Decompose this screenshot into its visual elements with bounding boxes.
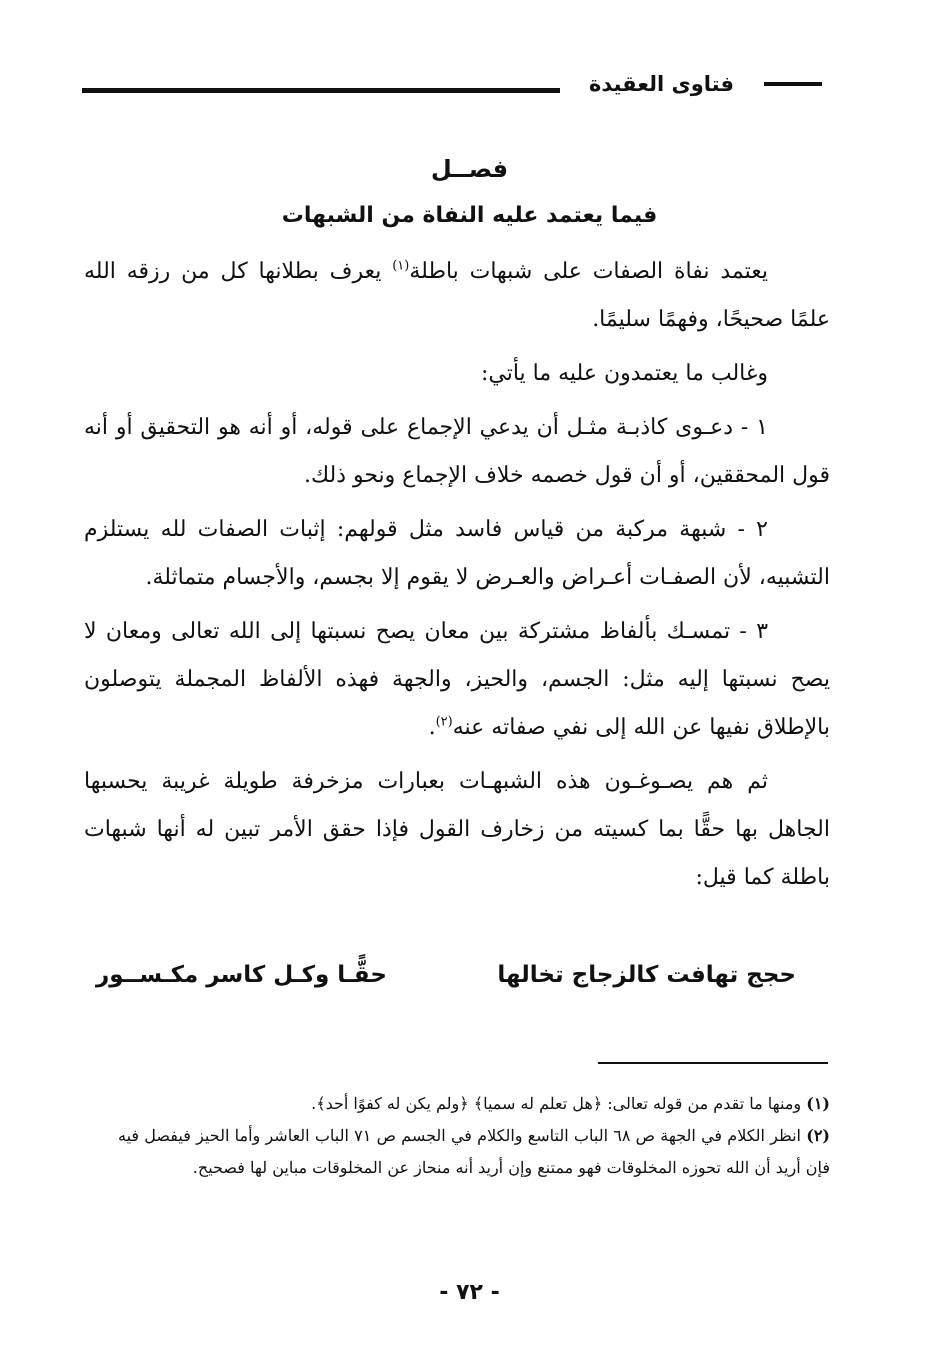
footnote-text: انظر الكلام في الجهة ص ٦٨ الباب التاسع والكلام في الجسم ص ٧١ الباب العاشر وأما الحيز فيفصل فيه فإن أريد أن الله تحوزه المخلوقات فهو ممتنع وإن أريد أنه منحاز عن المخلوقات مباين لها فصحيح. — [118, 1126, 830, 1177]
footnote-ref-2: (٢) — [435, 714, 453, 730]
main-text — [84, 248, 830, 908]
paragraph-text: . — [428, 715, 436, 740]
paragraph-text: يعرف بطلانها كل من رزقه الله علمًا صحيحًا، وفهمًا سليمًا. — [84, 259, 830, 332]
paragraph-text: ٣ - تمسـك بألفاظ مشتركة بين معان يصح نسبتها إلى الله تعالى ومعان لا يصح نسبتها إليه مثل: الجسم، والحيز، والجهة فهذه الألفاظ المجملة يتوصلون بالإطلاق نفيها عن الله إلى نفي صفاته عنه — [84, 619, 830, 740]
footnote-text: ومنها ما تقدم من قوله تعالى: ﴿هل تعلم له سميا﴾ ﴿ولم يكن له كفوًا أحد﴾. — [311, 1094, 802, 1113]
footnote-ref-1: (١) — [392, 258, 410, 274]
paragraph-lead: وغالب ما يعتمدون عليه ما يأتي: — [480, 361, 768, 386]
paragraph-intro — [84, 248, 830, 344]
page-number: - ٧٢ - — [439, 1280, 500, 1305]
paragraph-item-1: ١ - دعـوى كاذبـة مثـل أن يدعي الإجماع على قوله، أو أنه هو التحقيق أو أنه قول المحققين، أو أن قول خصمه خلاف الإجماع ونحو ذلك. — [84, 415, 830, 488]
verse-second-hemistich: حقًّـا وكـل كاسر مكـســور — [96, 962, 387, 988]
footnote-separator — [598, 1062, 828, 1064]
section-title: فصــل — [430, 155, 509, 183]
footnotes — [118, 1088, 830, 1184]
section-subtitle: فيما يعتمد عليه النفاة من الشبهات — [281, 203, 658, 228]
footnote-2 — [118, 1120, 830, 1184]
header-title: فتاوى العقيدة — [589, 72, 734, 96]
paragraph-item-3 — [84, 608, 830, 752]
poetry-verse — [96, 962, 796, 1006]
running-header — [82, 70, 822, 110]
footnote-number: (١) — [806, 1094, 830, 1113]
paragraph-text: يعتمد نفاة الصفات على شبهات باطلة — [409, 259, 768, 284]
paragraph-conclusion: ثم هم يصـوغـون هذه الشبهـات بعبارات مزخرفة طويلة غريبة يحسبها الجاهل بها حقًّا بما كسيته من زخارف القول فإذا حقق الأمر تبين له أنها شبهات باطلة كما قيل: — [84, 769, 830, 890]
footnote-number: (٢) — [806, 1126, 830, 1145]
footnote-1 — [118, 1088, 830, 1120]
verse-first-hemistich: حجج تهافت كالزجاج تخالها — [497, 962, 796, 988]
header-rule-short — [764, 82, 822, 86]
header-rule-long — [82, 88, 560, 93]
paragraph-item-2: ٢ - شبهة مركبة من قياس فاسد مثل قولهم: إثبات الصفات لله يستلزم التشبيه، لأن الصفـات أعـراض والعـرض لا يقوم إلا بجسم، والأجسام متماثلة. — [84, 517, 830, 590]
